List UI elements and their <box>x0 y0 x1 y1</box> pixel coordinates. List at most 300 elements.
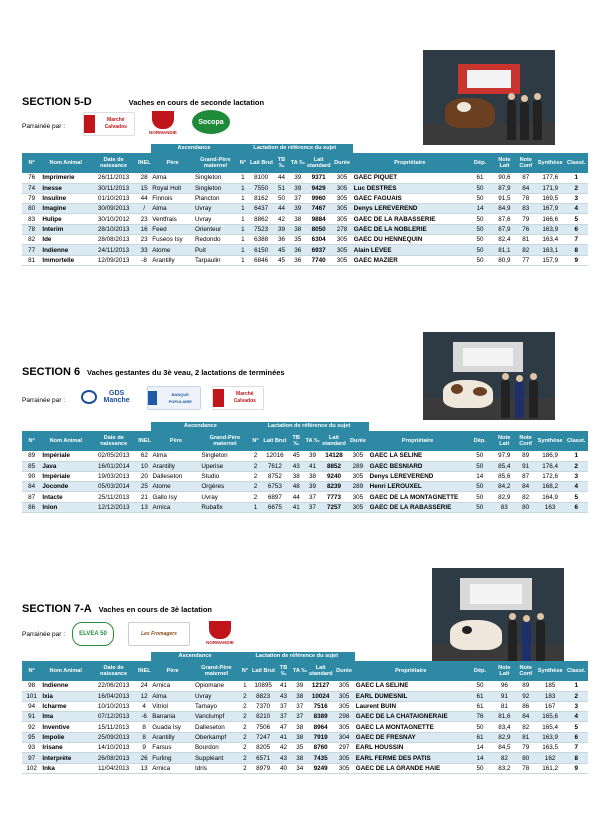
cell-gpm: Idris <box>194 763 239 773</box>
cell-lait-brut: 7247 <box>251 732 275 742</box>
cell-date: 25/11/2013 <box>90 492 137 502</box>
col-dep: Dép. <box>467 661 493 681</box>
cell-classt: 2 <box>564 183 588 193</box>
cell-proprietaire: GAEC DE LA CHATAIGNERAIE <box>355 712 467 722</box>
cell-lait-std: 8239 <box>321 482 348 492</box>
cell-date: 19/03/2013 <box>90 471 137 481</box>
group-lactation: Lactation de référence du sujet <box>239 652 355 661</box>
cell-n2: 2 <box>239 763 251 773</box>
cell-note-lait: 90,6 <box>493 173 515 183</box>
table-row <box>22 701 588 711</box>
cell-pere: Arnica <box>151 763 194 773</box>
cell-synthese: 166,6 <box>536 214 565 224</box>
cell-inel: 23 <box>137 235 151 245</box>
col-ta: TA ‰ <box>304 431 320 451</box>
cell-classt: 5 <box>564 722 588 732</box>
cell-pere: Dalleseton <box>151 471 200 481</box>
cell-inel: 28 <box>137 173 151 183</box>
cell-proprietaire: Henri LEROUXEL <box>369 482 467 492</box>
cell-synthese: 163,9 <box>536 732 565 742</box>
cell-ta: 39 <box>304 482 320 492</box>
table-row <box>22 451 588 461</box>
cell-note-conf: 86 <box>516 701 536 711</box>
col-lait-std: Lait standard <box>321 431 348 451</box>
section-number: SECTION 7-A <box>22 603 92 615</box>
cell-tb: 41 <box>288 502 304 512</box>
cell-date: 26/11/2013 <box>90 173 137 183</box>
cell-tb: 39 <box>273 224 289 234</box>
cell-duree: 298 <box>333 712 354 722</box>
cell-gpm: Uvray <box>194 204 237 214</box>
cell-gpm: Redondo <box>194 235 237 245</box>
cell-n2: 2 <box>239 691 251 701</box>
col-tb: TB ‰ <box>288 431 304 451</box>
section-6 <box>0 290 600 560</box>
cell-inel: 10 <box>137 461 151 471</box>
cell-note-lait: 87,9 <box>493 224 515 234</box>
table-row <box>22 753 588 763</box>
cell-classt: 1 <box>564 173 588 183</box>
cell-note-lait: 91,5 <box>493 193 515 203</box>
cell-ta: 35 <box>292 743 308 753</box>
table-row <box>22 224 588 234</box>
cell-duree: 305 <box>333 701 354 711</box>
table-row <box>22 712 588 722</box>
cell-pere: Arnica <box>151 681 194 691</box>
cell-lait-brut: 8100 <box>249 173 273 183</box>
cell-duree: 305 <box>331 245 352 255</box>
cell-synthese: 168,2 <box>536 482 565 492</box>
cell-inel: 13 <box>137 502 151 512</box>
cell-lait-std: 9884 <box>306 214 331 224</box>
col-pere: Père <box>151 153 194 173</box>
cell-lait-brut: 7370 <box>251 701 275 711</box>
cell-ta: 39 <box>290 183 306 193</box>
col-gpm: Grand-Père maternel <box>194 661 239 681</box>
cell-dep: 61 <box>467 732 493 742</box>
cell-nom: Inventive <box>41 722 90 732</box>
cell-note-lait: 83,4 <box>493 722 515 732</box>
cell-pere: Arantilly <box>151 732 194 742</box>
col-nom: Nom Animal <box>41 153 90 173</box>
cell-note-lait: 82 <box>493 753 515 763</box>
cell-n: 95 <box>22 732 41 742</box>
cell-note-lait: 96 <box>493 681 515 691</box>
cell-proprietaire: GAEC DE LA NOBLERIE <box>353 224 467 234</box>
cell-proprietaire: GAEC DU HENNEQUIN <box>353 235 467 245</box>
cell-classt: 2 <box>564 691 588 701</box>
cell-note-conf: 91 <box>515 461 535 471</box>
cell-gpm: Tamayo <box>194 701 239 711</box>
cell-lait-brut: 8210 <box>251 712 275 722</box>
cell-n: 89 <box>22 451 41 461</box>
section-title <box>22 603 212 615</box>
cell-lait-std: 7257 <box>321 502 348 512</box>
cell-note-lait: 87,9 <box>493 183 515 193</box>
cell-dep: 50 <box>467 235 493 245</box>
col-date: Date de naissance <box>90 661 137 681</box>
cooperative-logo: Les Fromagers <box>128 622 190 646</box>
col-tb: TB ‰ <box>273 153 289 173</box>
table-row <box>22 204 588 214</box>
cell-lait-brut: 7550 <box>249 183 273 193</box>
cell-n: 80 <box>22 204 41 214</box>
cell-proprietaire: Luc DESTRES <box>353 183 467 193</box>
cell-dep: 50 <box>467 482 494 492</box>
col-n: N° <box>22 153 41 173</box>
cell-pere: Guada Isy <box>151 722 194 732</box>
cell-gpm: Singleton <box>194 173 237 183</box>
cell-classt: 1 <box>564 451 588 461</box>
cell-note-lait: 82,9 <box>493 732 515 742</box>
marche-calvados-logo: Marché Calvados <box>83 112 135 136</box>
cell-n2: 2 <box>239 753 251 763</box>
cell-date: 28/10/2013 <box>90 224 137 234</box>
cell-n: 81 <box>22 255 41 265</box>
cell-n2: 2 <box>249 451 261 461</box>
cell-classt: 8 <box>564 245 588 255</box>
cell-inel: 15 <box>137 183 151 193</box>
cell-date: 11/04/2013 <box>90 763 137 773</box>
cell-date: 24/11/2013 <box>90 245 137 255</box>
cell-inel: 8 <box>137 722 151 732</box>
cell-note-conf: 84 <box>516 183 536 193</box>
section-7a <box>0 560 600 831</box>
cell-classt: 3 <box>564 471 588 481</box>
cell-pere: Feed <box>151 224 194 234</box>
col-n: N° <box>22 431 41 451</box>
cell-lait-brut: 6753 <box>262 482 289 492</box>
cell-duree: 278 <box>331 224 352 234</box>
col-pere: Père <box>151 661 194 681</box>
cell-classt: 4 <box>564 482 588 492</box>
table-row <box>22 722 588 732</box>
table-row <box>22 255 588 265</box>
col-synthese: Synthèse <box>536 153 565 173</box>
table-row <box>22 681 588 691</box>
cell-proprietaire: GAEC DE LA RABASSERIE <box>353 214 467 224</box>
cell-note-conf: 79 <box>516 743 536 753</box>
cell-note-lait: 81,1 <box>493 245 515 255</box>
cell-n: 98 <box>22 681 41 691</box>
cell-synthese: 157,9 <box>536 255 565 265</box>
cell-lait-brut: 6388 <box>249 235 273 245</box>
cell-lait-brut: 7506 <box>251 722 275 732</box>
col-ta: TA ‰ <box>292 661 308 681</box>
col-note-conf: Note Conf <box>515 431 535 451</box>
cell-nom: Ixia <box>41 691 90 701</box>
cell-lait-std: 7516 <box>308 701 333 711</box>
award-photo <box>423 50 555 145</box>
cell-tb: 38 <box>288 471 304 481</box>
cell-tb: 50 <box>273 193 289 203</box>
cell-n: 85 <box>22 461 41 471</box>
cell-gpm: Opiomane <box>194 681 239 691</box>
cell-lait-brut: 6846 <box>249 255 273 265</box>
cell-gpm: Singleton <box>194 183 237 193</box>
cell-date: 14/10/2013 <box>90 743 137 753</box>
cell-note-lait: 82,4 <box>493 235 515 245</box>
cell-note-conf: 84 <box>516 712 536 722</box>
table-row <box>22 461 588 471</box>
cell-pere: Finnois <box>151 193 194 203</box>
gds-logo: GDS Manche <box>81 386 133 408</box>
cell-ta: 38 <box>290 214 306 224</box>
cell-note-lait: 85,6 <box>493 471 515 481</box>
banque-populaire-logo: BANQUE POPULAIRE <box>147 386 201 410</box>
elveasd-logo: ELVEA 50 <box>72 622 114 646</box>
cell-n: 74 <box>22 183 41 193</box>
cell-note-conf: 79 <box>516 214 536 224</box>
col-nom: Nom Animal <box>41 661 90 681</box>
cell-pere: Alma <box>151 204 194 214</box>
cell-proprietaire: EARL FERME DES PATIS <box>355 753 467 763</box>
cell-pere: Furling <box>151 753 194 763</box>
cell-gpm: Vanclumpf <box>194 712 239 722</box>
cell-date: 25/09/2013 <box>90 732 137 742</box>
cell-synthese: 169,5 <box>536 193 565 203</box>
cell-proprietaire: GAEC LA MONTAGNETTE <box>355 722 467 732</box>
cell-nom: Imprimerie <box>41 173 90 183</box>
sponsor-label: Parrainée par : <box>22 631 65 638</box>
cell-ta: 37 <box>304 502 320 512</box>
cell-nom: Joconde <box>41 482 90 492</box>
table-row <box>22 502 588 512</box>
cell-proprietaire: GAEC DE LA MONTAGNETTE <box>369 492 467 502</box>
cell-note-lait: 82,9 <box>493 492 515 502</box>
cell-date: 22/06/2013 <box>90 681 137 691</box>
cell-synthese: 186,9 <box>536 451 565 461</box>
cell-tb: 41 <box>275 732 291 742</box>
cell-nom: Irisane <box>41 743 90 753</box>
cell-ta: 37 <box>290 193 306 203</box>
cell-inel: 8 <box>137 732 151 742</box>
cell-synthese: 163,1 <box>536 245 565 255</box>
cell-dep: 50 <box>467 492 494 502</box>
col-date: Date de naissance <box>90 153 137 173</box>
cell-dep: 50 <box>467 451 494 461</box>
col-classt: Classt. <box>564 431 588 451</box>
cell-gpm: Suppléant <box>194 753 239 763</box>
cell-gpm: Rubafix <box>200 502 249 512</box>
cell-gpm: Uperise <box>200 461 249 471</box>
cell-duree: 305 <box>333 691 354 701</box>
cell-inel: / <box>137 204 151 214</box>
col-note-lait: Note Lait <box>493 153 515 173</box>
cell-dep: 14 <box>467 471 494 481</box>
cell-ta: 35 <box>290 235 306 245</box>
cell-proprietaire: Denys LEREVEREND <box>353 204 467 214</box>
cell-nom: Interim <box>41 224 90 234</box>
table-row <box>22 763 588 773</box>
cell-pere: Arantilly <box>151 255 194 265</box>
cell-inel: 26 <box>137 753 151 763</box>
results-table <box>22 144 588 266</box>
table-row <box>22 471 588 481</box>
col-classt: Classt. <box>564 661 588 681</box>
cell-lait-brut: 6897 <box>262 492 289 502</box>
cell-n: 82 <box>22 235 41 245</box>
cell-synthese: 165,6 <box>536 712 565 722</box>
cell-lait-std: 9371 <box>306 173 331 183</box>
cell-n: 78 <box>22 224 41 234</box>
cell-n: 93 <box>22 743 41 753</box>
cell-note-conf: 81 <box>516 732 536 742</box>
cell-synthese: 162 <box>536 753 565 763</box>
sponsor-label: Parrainée par : <box>22 123 65 130</box>
col-ta: TA ‰ <box>290 153 306 173</box>
cell-dep: 76 <box>467 712 493 722</box>
cell-dep: 61 <box>467 701 493 711</box>
cell-inel: -8 <box>137 255 151 265</box>
cell-dep: 50 <box>467 461 494 471</box>
col-proprietaire: Propriétaire <box>355 661 467 681</box>
cell-duree: 305 <box>331 214 352 224</box>
cell-inel: 13 <box>137 763 151 773</box>
cell-dep: 50 <box>467 763 493 773</box>
cell-note-lait: 81 <box>493 701 515 711</box>
cell-date: 05/03/2014 <box>90 482 137 492</box>
cell-n2: 1 <box>237 183 249 193</box>
cell-tb: 47 <box>275 722 291 732</box>
cell-duree: 305 <box>347 492 368 502</box>
cell-classt: 7 <box>564 235 588 245</box>
cell-gpm: Studio <box>200 471 249 481</box>
cell-lait-brut: 6571 <box>251 753 275 763</box>
results-table <box>22 652 588 774</box>
cell-tb: 41 <box>275 681 291 691</box>
cell-duree: 289 <box>347 482 368 492</box>
cell-gpm: Oberkampf <box>194 732 239 742</box>
col-duree: Durée <box>331 153 352 173</box>
table-row <box>22 173 588 183</box>
col-pere: Père <box>151 431 200 451</box>
cell-n: 102 <box>22 763 41 773</box>
cell-n2: 2 <box>239 732 251 742</box>
cell-nom: Inka <box>41 763 90 773</box>
section-number: SECTION 6 <box>22 366 81 378</box>
cell-dep: 50 <box>467 255 493 265</box>
table-row <box>22 214 588 224</box>
col-classt: Classt. <box>564 153 588 173</box>
cell-date: 30/10/2012 <box>90 214 137 224</box>
cell-dep: 14 <box>467 753 493 763</box>
cell-duree: 305 <box>331 173 352 183</box>
cell-pere: Vitriol <box>151 701 194 711</box>
cell-inel: 44 <box>137 193 151 203</box>
cell-nom: Interprète <box>41 753 90 763</box>
cell-nom: Indienne <box>41 681 90 691</box>
cell-ta: 37 <box>292 712 308 722</box>
section-title <box>22 96 264 108</box>
cell-inel: 12 <box>137 691 151 701</box>
cell-nom: Impériale <box>41 451 90 461</box>
cell-tb: 45 <box>273 255 289 265</box>
section-title <box>22 366 285 378</box>
cell-ta: 38 <box>292 753 308 763</box>
col-inel: INEL <box>137 431 151 451</box>
cell-tb: 44 <box>273 173 289 183</box>
cell-duree: 305 <box>331 183 352 193</box>
cell-dep: 61 <box>467 173 493 183</box>
cell-proprietaire: EARL DUMESNIL <box>355 691 467 701</box>
cell-date: 26/08/2013 <box>90 753 137 763</box>
cell-dep: 61 <box>467 691 493 701</box>
cell-inel: 33 <box>137 245 151 255</box>
cell-nom: Hulipe <box>41 214 90 224</box>
cell-gpm: Tarpaulin <box>194 255 237 265</box>
cell-duree: 305 <box>331 235 352 245</box>
cell-n: 92 <box>22 722 41 732</box>
cell-duree: 305 <box>331 193 352 203</box>
cell-classt: 7 <box>564 743 588 753</box>
col-gpm: Grand-Père maternel <box>200 431 249 451</box>
cell-note-conf: 83 <box>516 204 536 214</box>
cell-n: 97 <box>22 753 41 763</box>
cell-note-conf: 80 <box>515 502 535 512</box>
cell-tb: 37 <box>275 701 291 711</box>
cell-n2: 1 <box>237 235 249 245</box>
cell-dep: 50 <box>467 214 493 224</box>
cell-gpm: Bourdon <box>194 743 239 753</box>
col-inel: INEL <box>137 153 151 173</box>
cell-proprietaire: Alain LEVEE <box>353 245 467 255</box>
group-ascendance: Ascendance <box>151 144 237 153</box>
cell-synthese: 163 <box>536 502 565 512</box>
cell-tb: 45 <box>288 451 304 461</box>
cell-note-lait: 81,6 <box>493 712 515 722</box>
cell-inel: 9 <box>137 743 151 753</box>
cell-nom: Intacte <box>41 492 90 502</box>
cell-date: 10/10/2013 <box>90 701 137 711</box>
cell-n: 101 <box>22 691 41 701</box>
cell-gpm: Singleton <box>200 451 249 461</box>
cell-gpm: Uvray <box>194 691 239 701</box>
cell-proprietaire: EARL HOUSSIN <box>355 743 467 753</box>
cell-date: 28/08/2013 <box>90 235 137 245</box>
col-note-conf: Note Conf <box>516 661 536 681</box>
cell-n: 84 <box>22 482 41 492</box>
cell-ta: 34 <box>292 763 308 773</box>
col-n2: N° <box>249 431 261 451</box>
cell-n: 94 <box>22 701 41 711</box>
cell-lait-std: 7919 <box>308 732 333 742</box>
cell-date: 02/05/2013 <box>90 451 137 461</box>
cell-n2: 1 <box>239 681 251 691</box>
cell-ta: 38 <box>304 471 320 481</box>
cell-dep: 50 <box>467 224 493 234</box>
col-date: Date de naissance <box>90 431 137 451</box>
cell-lait-std: 8389 <box>308 712 333 722</box>
cell-synthese: 161,2 <box>536 763 565 773</box>
cell-pere: Fuseos Isy <box>151 235 194 245</box>
cell-nom: Impolie <box>41 732 90 742</box>
cell-n: 90 <box>22 471 41 481</box>
cell-note-lait: 83,2 <box>493 763 515 773</box>
cell-duree: 305 <box>347 502 368 512</box>
cell-n2: 2 <box>249 471 261 481</box>
table-row <box>22 492 588 502</box>
cell-lait-std: 9429 <box>306 183 331 193</box>
col-n2: N° <box>239 661 251 681</box>
cell-proprietaire: GAEC LA SELINE <box>355 681 467 691</box>
cell-lait-std: 9960 <box>306 193 331 203</box>
cell-lait-brut: 8752 <box>262 471 289 481</box>
cell-note-lait: 87,6 <box>493 214 515 224</box>
cell-classt: 6 <box>564 224 588 234</box>
cell-proprietaire: GAEC DE LA RABASSERIE <box>369 502 467 512</box>
cell-note-conf: 92 <box>516 691 536 701</box>
